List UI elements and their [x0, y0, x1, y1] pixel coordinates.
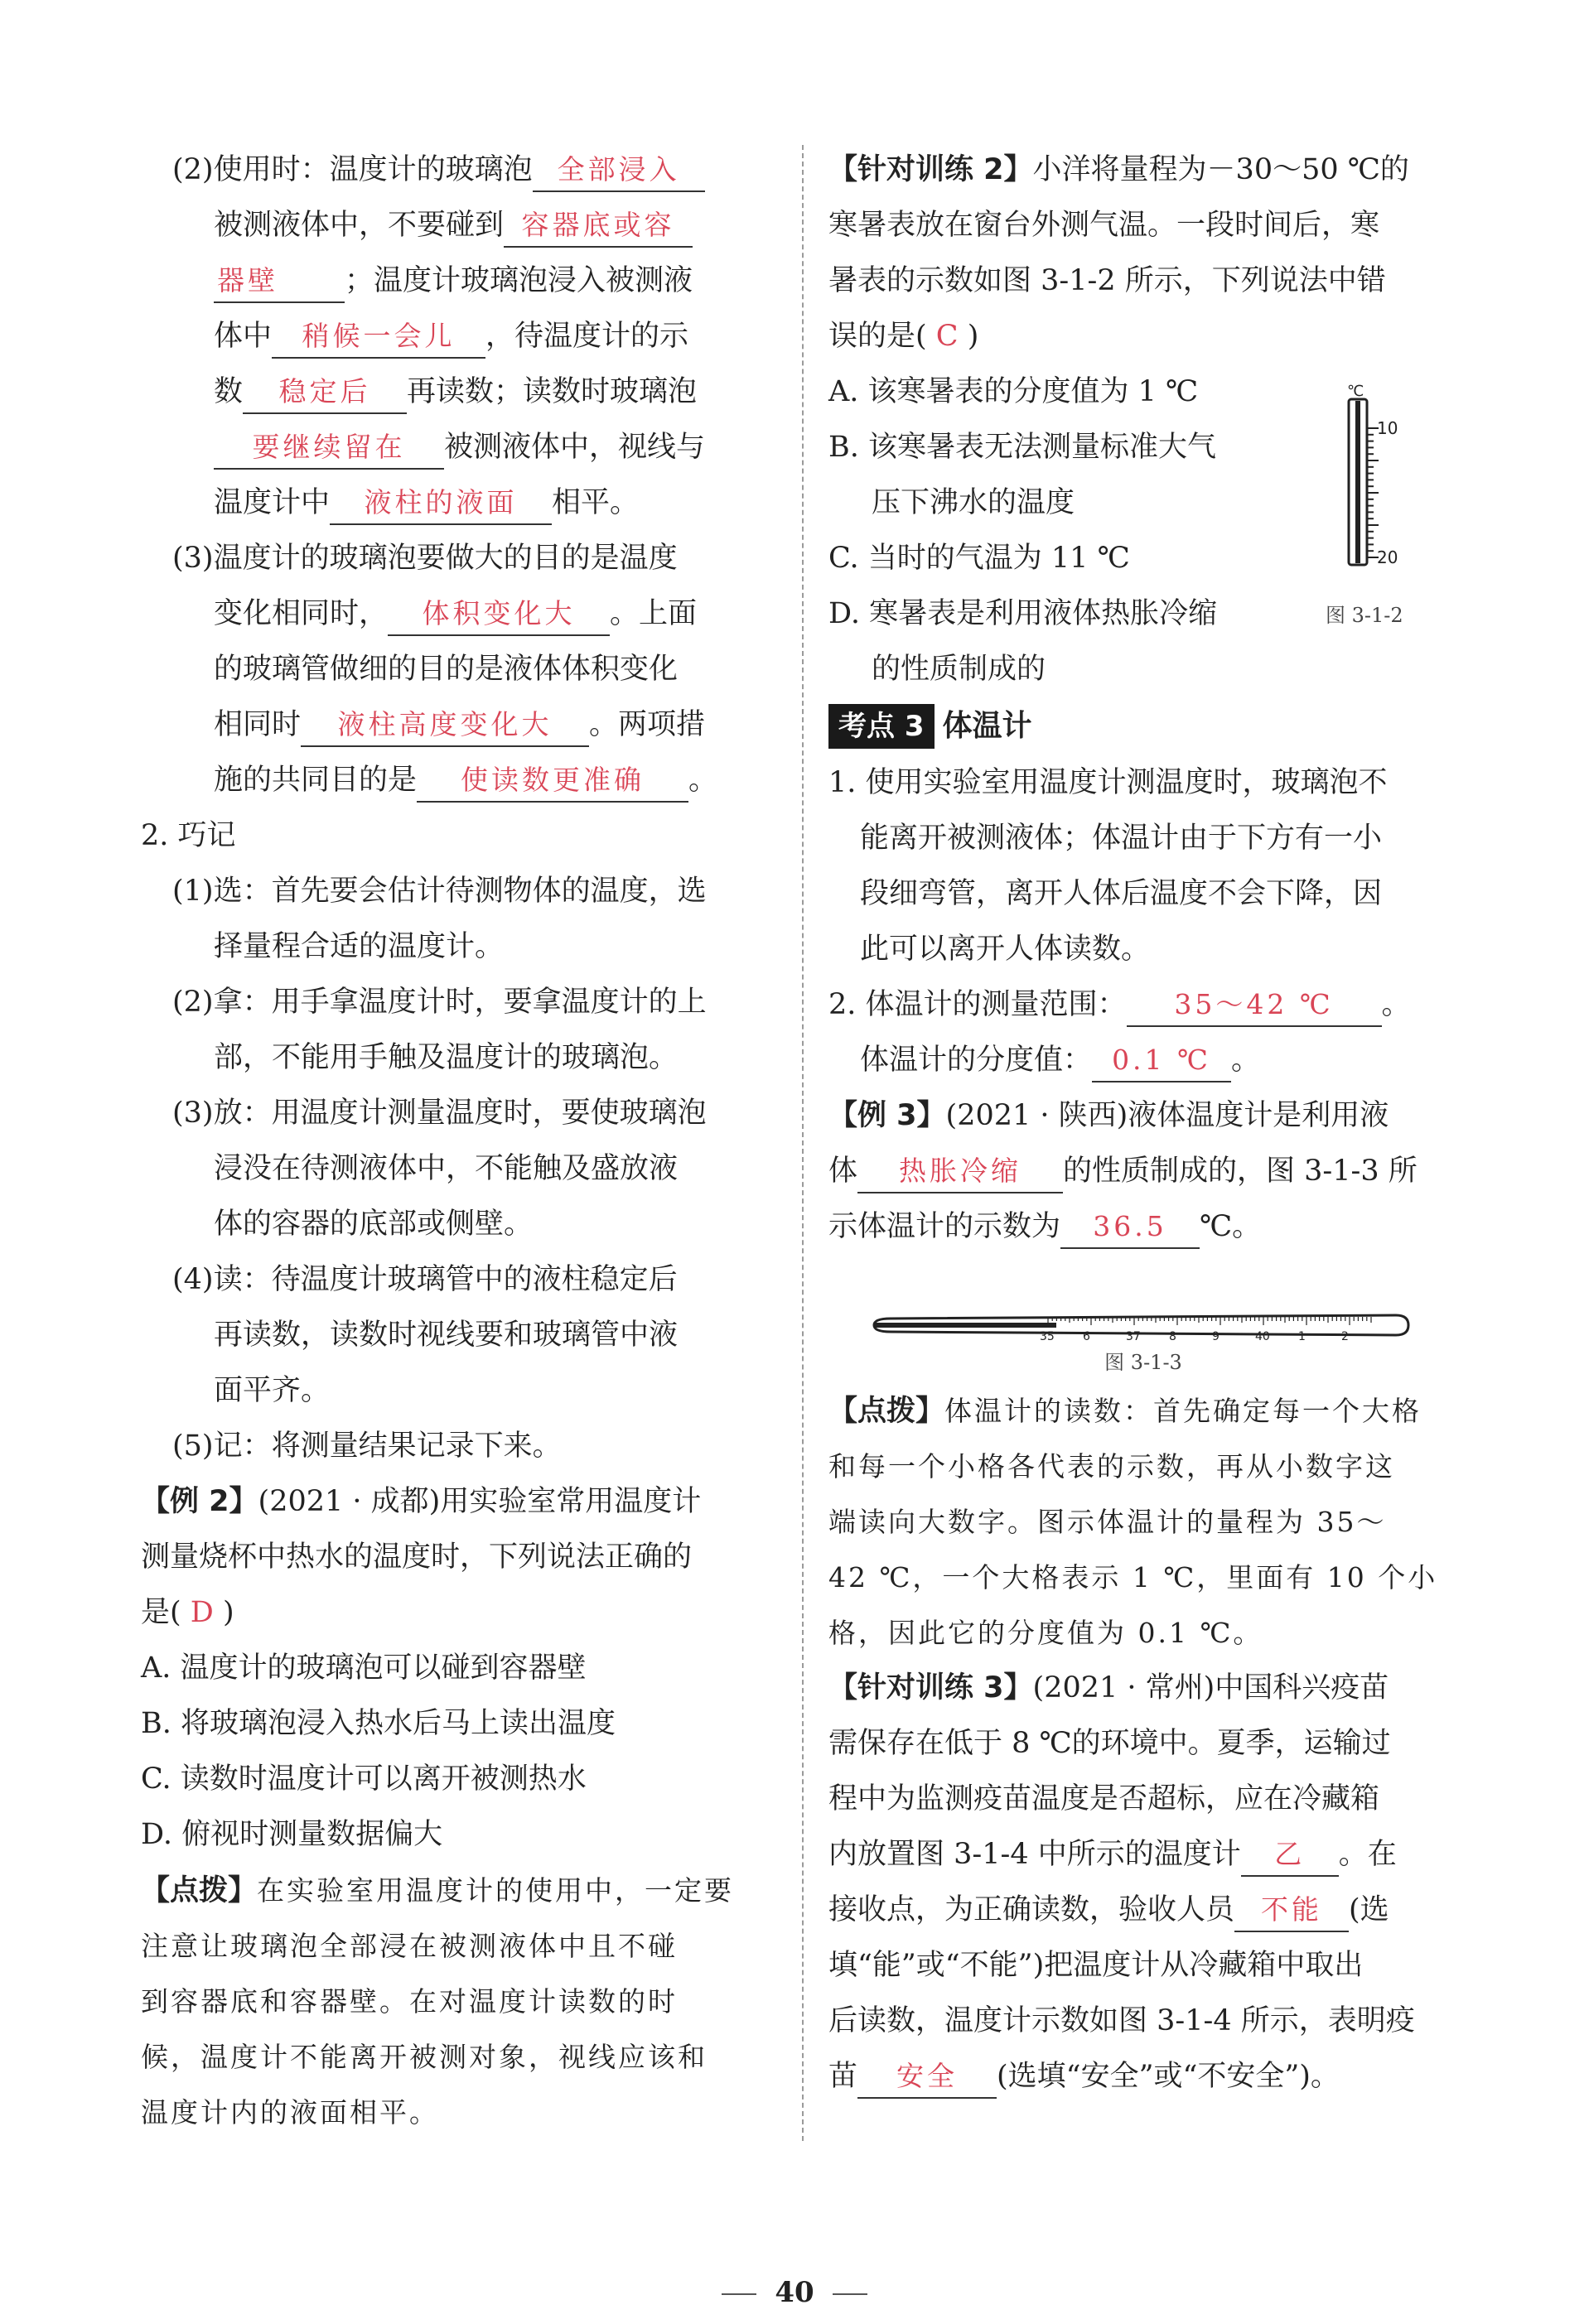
text-line — [828, 1494, 1458, 1550]
tick-label-10: 10 — [1377, 418, 1398, 438]
answer-blank: 全部浸入 — [533, 149, 705, 192]
text: ) — [967, 320, 979, 353]
example-tag: 【例 2】 — [141, 1485, 258, 1518]
text: 在实验室用温度计的使用中，一定要 — [257, 1874, 735, 1907]
text: 被测液体中，视线与 — [444, 431, 706, 464]
text: 后读数，温度计示数如图 3-1-4 所示，表明疫 — [828, 2004, 1415, 2037]
text-line — [828, 922, 1458, 977]
text: 。 — [1381, 988, 1411, 1021]
text: 体 — [828, 1155, 858, 1188]
text: 面平齐。 — [214, 1374, 331, 1407]
text: 施的共同目的是 — [214, 764, 418, 797]
text-line — [141, 364, 779, 420]
text: 2. 巧记 — [141, 819, 236, 852]
tick-label: 6 — [1083, 1330, 1090, 1343]
thermometer-figure-3-1-2 — [1342, 383, 1408, 577]
text-line — [828, 2049, 1458, 2105]
answer-blank: 安全 — [857, 2056, 997, 2099]
text: 部，不能用手触及温度计的玻璃泡。 — [214, 1041, 679, 1074]
tick-marks — [1367, 428, 1379, 557]
text: 测量烧杯中热水的温度时，下列说法正确的 — [141, 1540, 693, 1574]
answer-choice: D — [190, 1596, 214, 1629]
section-heading — [141, 808, 779, 864]
tick-label: 1 — [1298, 1330, 1306, 1343]
tick-label: 40 — [1255, 1330, 1270, 1343]
tick-label: 9 — [1212, 1330, 1220, 1343]
text: 相同时 — [214, 708, 302, 741]
text: 体的容器的底部或侧壁。 — [214, 1208, 534, 1241]
text: 相平。 — [552, 486, 640, 519]
answer-blank: 0.1 ℃ — [1092, 1039, 1231, 1082]
text-line — [828, 1605, 1458, 1661]
answer-blank: 器壁 — [214, 260, 345, 303]
text: 段细弯管，离开人体后温度不会下降，因 — [860, 877, 1383, 910]
text: A. 该寒暑表的分度值为 1 ℃ — [828, 375, 1199, 408]
text: (2)拿：用手拿温度计时，要拿温度计的上 — [172, 986, 707, 1019]
text: 的玻璃管做细的目的是液体体积变化 — [214, 653, 679, 686]
text: 。 — [688, 764, 718, 797]
answer-blank: 使读数更准确 — [417, 759, 688, 803]
key-point-title: 体温计 — [942, 709, 1032, 743]
answer-blank: 36.5 — [1060, 1206, 1200, 1249]
text: 能离开被测液体；体温计由于下方有一小 — [860, 822, 1383, 855]
hint-tag: 【点拨】 — [141, 1874, 258, 1907]
text: 的性质制成的 — [872, 653, 1046, 686]
text-line — [828, 253, 1458, 309]
text-line — [141, 1585, 779, 1641]
text: 注意让玻璃泡全部浸在被测液体中且不碰 — [141, 1930, 678, 1962]
text: 苗 — [828, 2060, 858, 2093]
text-line — [141, 2085, 779, 2140]
text: 体温计的分度值： — [860, 1044, 1093, 1077]
text: ) — [223, 1596, 234, 1629]
text: ，待温度计的示 — [485, 320, 689, 353]
text: C. 当时的气温为 11 ℃ — [828, 542, 1130, 575]
text: 接收点，为正确读数，验收人员 — [828, 1893, 1235, 1926]
text: ℃。 — [1200, 1210, 1262, 1243]
text: (2021 · 陕西)液体温度计是利用液 — [945, 1099, 1389, 1132]
text: B. 将玻璃泡浸入热水后马上读出温度 — [141, 1707, 616, 1740]
figure-caption: 图 3-1-2 — [1326, 604, 1403, 627]
text: 格，因此它的分度值为 0.1 ℃。 — [828, 1617, 1263, 1649]
text-line — [828, 755, 1458, 811]
text: 再读数，读数时视线要和玻璃管中液 — [214, 1319, 679, 1352]
option-d — [141, 1807, 779, 1863]
text: 再读数；读数时玻璃泡 — [407, 375, 698, 408]
text: (选填“安全”或“不安全”)。 — [997, 2060, 1340, 2093]
text: D. 俯视时测量数据偏大 — [141, 1818, 443, 1851]
text: 。 — [1231, 1044, 1261, 1077]
text-line — [828, 1199, 1458, 1255]
text: 变化相同时， — [214, 597, 389, 630]
text: 程中为监测疫苗温度是否超标，应在冷藏箱 — [828, 1782, 1380, 1815]
text: 体温计的读数：首先确定每一个大格 — [944, 1395, 1422, 1427]
text: (2021 · 常州)中国科兴疫苗 — [1032, 1671, 1389, 1704]
text: 数 — [214, 375, 244, 408]
tick-label: 2 — [1341, 1330, 1349, 1343]
answer-blank: 体积变化大 — [388, 593, 610, 636]
text-line — [828, 1883, 1458, 1938]
tick-label: 35 — [1040, 1330, 1055, 1343]
text: (4)读：待温度计玻璃管中的液柱稳定后 — [172, 1263, 678, 1296]
text: 暑表的示数如图 3-1-2 所示，下列说法中错 — [828, 264, 1386, 297]
answer-blank: 不能 — [1234, 1889, 1349, 1932]
dash-left — [722, 2293, 756, 2295]
text: 被测液体中，不要碰到 — [214, 209, 505, 242]
text: 择量程合适的温度计。 — [214, 930, 505, 963]
text: 是( — [141, 1596, 181, 1629]
unit-label: ℃ — [1347, 383, 1364, 400]
text-line — [141, 1308, 779, 1363]
text-line — [141, 1419, 779, 1474]
text-line — [141, 531, 779, 586]
text: 1. 使用实验室用温度计测温度时，玻璃泡不 — [828, 766, 1388, 799]
example-3 — [828, 1088, 1458, 1144]
text: 寒暑表放在窗台外测气温。一段时间后，寒 — [828, 209, 1380, 242]
text: (2)使用时：温度计的玻璃泡 — [172, 153, 533, 186]
option-c — [141, 1752, 779, 1807]
training-tag: 【针对训练 2】 — [828, 153, 1033, 186]
text-line — [141, 1974, 779, 2029]
dash-right — [833, 2293, 867, 2295]
mercury-column — [874, 1323, 1056, 1328]
text-line — [828, 309, 1458, 364]
answer-blank: 乙 — [1241, 1834, 1339, 1877]
text: 和每一个小格各代表的示数，再从小数字这 — [828, 1450, 1395, 1483]
training-3 — [828, 1661, 1458, 1716]
text: (1)选：首先要会估计待测物体的温度，选 — [172, 875, 707, 908]
text-line — [828, 1827, 1458, 1883]
text: 温度计内的液面相平。 — [141, 2096, 439, 2129]
text-line — [828, 866, 1458, 922]
text: (选 — [1349, 1893, 1389, 1926]
text: 端读向大数字。图示体温计的量程为 35～ — [828, 1506, 1387, 1538]
left-column — [141, 142, 779, 2140]
text-line — [141, 1030, 779, 1086]
column-divider — [802, 145, 804, 2141]
text: 示体温计的示数为 — [828, 1210, 1061, 1243]
hint-tag: 【点拨】 — [828, 1395, 945, 1428]
answer-blank: 液柱的液面 — [330, 482, 552, 525]
text: A. 温度计的玻璃泡可以碰到容器壁 — [141, 1651, 587, 1685]
text: 的性质制成的，图 3-1-3 所 — [1063, 1155, 1418, 1188]
hint-3 — [828, 1383, 1458, 1439]
key-point-heading — [828, 697, 1458, 755]
text-line — [141, 1197, 779, 1252]
example-tag: 【例 3】 — [828, 1099, 946, 1132]
hint — [141, 1863, 779, 1918]
text-line — [141, 1086, 779, 1141]
text: 压下沸水的温度 — [872, 486, 1075, 519]
text-line — [828, 1033, 1458, 1088]
text-line — [141, 697, 779, 753]
text: 误的是( — [828, 320, 927, 353]
text: B. 该寒暑表无法测量标准大气 — [828, 431, 1216, 464]
text: D. 寒暑表是利用液体热胀冷缩 — [828, 597, 1218, 630]
figure-caption: 图 3-1-3 — [1104, 1351, 1182, 1374]
answer-blank: 35～42 ℃ — [1127, 984, 1382, 1027]
tick-label-20: 20 — [1377, 547, 1398, 567]
text-line — [828, 1439, 1458, 1494]
key-point-badge: 考点 3 — [828, 704, 935, 749]
text: 浸没在待测液体中，不能触及盛放液 — [214, 1152, 679, 1185]
text: C. 读数时温度计可以离开被测热水 — [141, 1762, 587, 1796]
text: 体中 — [214, 320, 273, 353]
page-number-text: 40 — [775, 2276, 814, 2309]
text: (2021 · 成都)用实验室常用温度计 — [258, 1485, 702, 1518]
text-line — [141, 1363, 779, 1419]
text-line — [141, 142, 779, 198]
tick-label: 37 — [1126, 1330, 1141, 1343]
text: 候，温度计不能离开被测对象，视线应该和 — [141, 2041, 708, 2073]
text-line — [141, 1530, 779, 1585]
text-line — [141, 253, 779, 309]
text: 此可以离开人体读数。 — [860, 933, 1151, 966]
text: 小洋将量程为－30～50 ℃的 — [1032, 153, 1409, 186]
liquid-column — [1355, 401, 1360, 563]
text-line — [141, 586, 779, 642]
training-2 — [828, 142, 1458, 198]
text: 填“能”或“不能”)把温度计从冷藏箱中取出 — [828, 1949, 1364, 1982]
text-line — [141, 2029, 779, 2085]
text-line — [828, 811, 1458, 866]
text-line — [828, 977, 1458, 1033]
text: 42 ℃，一个大格表示 1 ℃，里面有 10 个小 — [828, 1561, 1438, 1594]
page-number — [0, 2276, 1589, 2309]
text: 2. 体温计的测量范围： — [828, 988, 1127, 1021]
text-line — [828, 1994, 1458, 2049]
option-d — [828, 586, 1458, 642]
text: (3)温度计的玻璃泡要做大的目的是温度 — [172, 542, 678, 575]
text-line — [828, 1550, 1458, 1605]
text-line — [141, 1918, 779, 1974]
answer-choice: C — [935, 320, 959, 353]
answer-blank: 容器底或容 — [504, 205, 693, 248]
text: ；温度计玻璃泡浸入被测液 — [345, 264, 693, 297]
clinical-thermometer-figure-3-1-3 — [866, 1300, 1413, 1350]
answer-blank: 要继续留在 — [214, 427, 444, 470]
text-line — [141, 919, 779, 975]
answer-blank: 稍候一会儿 — [272, 316, 485, 359]
answer-blank: 热胀冷缩 — [857, 1150, 1063, 1193]
answer-blank: 稳定后 — [243, 371, 407, 414]
answer-blank: 液柱高度变化大 — [301, 704, 589, 747]
text-line — [828, 1144, 1458, 1199]
text-line — [828, 198, 1458, 253]
text: 。在 — [1338, 1838, 1397, 1871]
text-line — [141, 753, 779, 808]
text: 到容器底和容器壁。在对温度计读数的时 — [141, 1985, 678, 2018]
text-line — [828, 1716, 1458, 1772]
text: 。上面 — [610, 597, 698, 630]
text-line — [141, 475, 779, 531]
text-line — [141, 420, 779, 475]
training-tag: 【针对训练 3】 — [828, 1671, 1033, 1704]
text-line — [828, 1772, 1458, 1827]
example-2 — [141, 1474, 779, 1530]
text: (5)记：将测量结果记录下来。 — [172, 1430, 562, 1463]
text-line — [828, 1938, 1458, 1994]
text: 。两项措 — [589, 708, 706, 741]
text-line — [141, 642, 779, 697]
text: 需保存在低于 8 ℃的环境中。夏季，运输过 — [828, 1727, 1391, 1760]
text: (3)放：用温度计测量温度时，要使玻璃泡 — [172, 1097, 707, 1130]
text: 温度计中 — [214, 486, 331, 519]
text-line — [141, 975, 779, 1030]
tick-label: 8 — [1169, 1330, 1176, 1343]
option-b — [141, 1696, 779, 1752]
text-line — [141, 309, 779, 364]
text: 内放置图 3-1-4 中所示的温度计 — [828, 1838, 1241, 1871]
text-line — [141, 1252, 779, 1308]
text-line — [141, 1141, 779, 1197]
text-line — [828, 642, 1458, 697]
key-point — [828, 703, 1032, 750]
option-a — [141, 1641, 779, 1696]
text-line — [141, 198, 779, 253]
text-line — [141, 864, 779, 919]
